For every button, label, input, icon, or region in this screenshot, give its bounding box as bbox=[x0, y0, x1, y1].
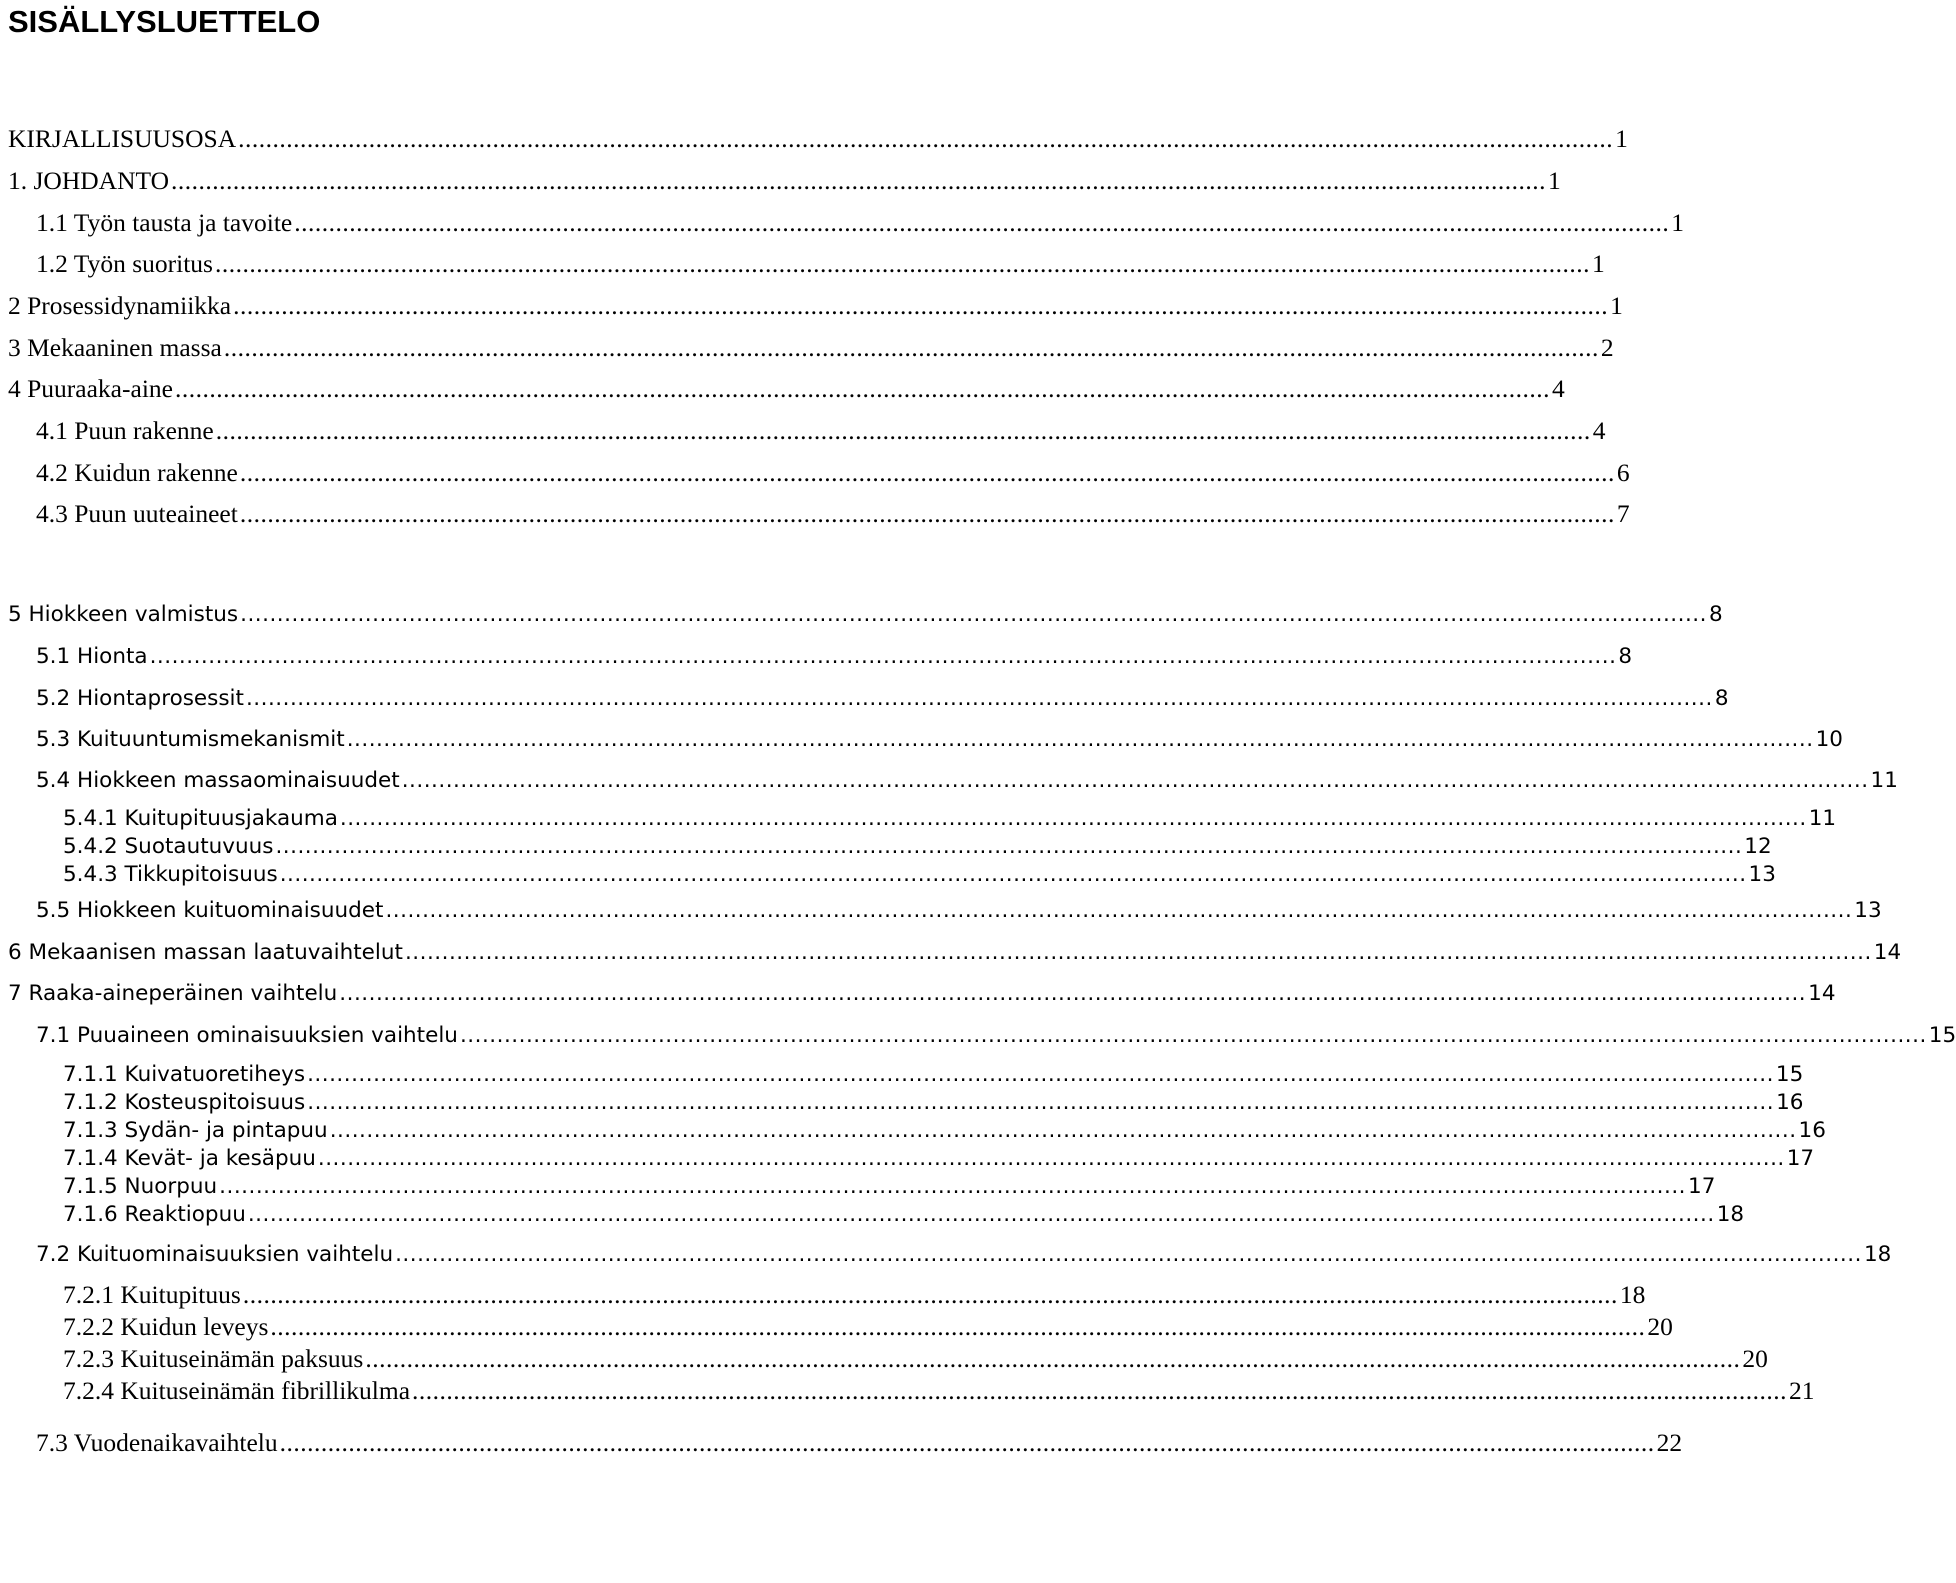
toc-page-number: 13 bbox=[1854, 898, 1882, 923]
toc-entry-label: 7.1.5 Nuorpuu bbox=[63, 1174, 218, 1199]
toc-dot-leader: ........................................................................................................................................................................................................ bbox=[233, 291, 1609, 320]
toc-entry[interactable] bbox=[0, 1202, 1745, 1238]
toc-entry-label: 5.3 Kuituuntumismekanismit bbox=[36, 727, 345, 752]
toc-page-number: 6 bbox=[1616, 458, 1630, 487]
toc-entry-label: 4.1 Puun rakenne bbox=[36, 416, 214, 445]
toc-entry-label: 7.1.2 Kosteuspitoisuus bbox=[63, 1090, 306, 1115]
toc-dot-leader: ........................................................................................................................................................................................................ bbox=[346, 727, 1814, 752]
toc-entry[interactable] bbox=[0, 499, 1630, 535]
toc-page-number: 11 bbox=[1870, 768, 1898, 793]
toc-dot-leader: ........................................................................................................................................................................................................ bbox=[239, 458, 1615, 487]
toc-entry-label: 3 Mekaaninen massa bbox=[8, 333, 222, 362]
toc-entry-label: 5.4.2 Suotautuvuus bbox=[63, 834, 274, 859]
toc-entry[interactable] bbox=[0, 1242, 1892, 1278]
toc-page-number: 22 bbox=[1656, 1428, 1683, 1457]
toc-dot-leader: ........................................................................................................................................................................................................ bbox=[270, 1312, 1646, 1341]
toc-entry-label: 7.1.6 Reaktiopuu bbox=[63, 1202, 246, 1227]
toc-entry[interactable] bbox=[0, 898, 1882, 934]
page-title: SISÄLLYSLUETTELO bbox=[8, 4, 321, 39]
toc-entry-label: 5.4.3 Tikkupitoisuus bbox=[63, 862, 278, 887]
toc-entry[interactable] bbox=[0, 1376, 1815, 1412]
toc-entry-label: 7.2.3 Kuituseinämän paksuus bbox=[63, 1344, 364, 1373]
toc-entry[interactable] bbox=[0, 333, 1614, 369]
toc-dot-leader: ........................................................................................................................................................................................................ bbox=[294, 208, 1670, 237]
toc-entry[interactable] bbox=[0, 291, 1623, 327]
toc-page-number: 7 bbox=[1616, 499, 1630, 528]
toc-page-number: 18 bbox=[1863, 1242, 1892, 1267]
toc-entry[interactable] bbox=[0, 1023, 1956, 1059]
toc-entry-label: 7.1.3 Sydän- ja pintapuu bbox=[63, 1118, 328, 1143]
toc-dot-leader: ........................................................................................................................................................................................................ bbox=[214, 249, 1590, 278]
toc-entry-label: 7.2.1 Kuitupituus bbox=[63, 1280, 241, 1309]
toc-page-number: 8 bbox=[1618, 644, 1633, 669]
toc-page-number: 17 bbox=[1688, 1174, 1716, 1199]
toc-page-number: 12 bbox=[1744, 834, 1772, 859]
toc-dot-leader: ........................................................................................................................................................................................................ bbox=[239, 499, 1615, 528]
toc-dot-leader: ........................................................................................................................................................................................................ bbox=[247, 1202, 1715, 1227]
toc-entry-label: 5.5 Hiokkeen kuituominaisuudet bbox=[36, 898, 384, 923]
toc-entry-label: 4 Puuraaka-aine bbox=[8, 374, 173, 403]
toc-dot-leader: ........................................................................................................................................................................................................ bbox=[242, 1280, 1618, 1309]
toc-page-number: 20 bbox=[1742, 1344, 1768, 1373]
toc-page-number: 20 bbox=[1647, 1312, 1673, 1341]
toc-dot-leader: ........................................................................................................................................................................................................ bbox=[401, 768, 1869, 793]
toc-page-number: 14 bbox=[1808, 981, 1836, 1006]
toc-dot-leader: ........................................................................................................................................................................................................ bbox=[279, 1428, 1655, 1457]
toc-entry[interactable] bbox=[0, 768, 1898, 804]
toc-page-number: 2 bbox=[1600, 333, 1614, 362]
toc-entry[interactable] bbox=[0, 249, 1605, 285]
toc-page-number: 10 bbox=[1815, 727, 1843, 752]
toc-entry-label: 7 Raaka-aineperäinen vaihtelu bbox=[8, 981, 338, 1006]
toc-dot-leader: ........................................................................................................................................................................................................ bbox=[339, 981, 1807, 1006]
toc-entry-label: 7.1 Puuaineen ominaisuuksien vaihtelu bbox=[36, 1023, 458, 1048]
toc-entry-label: 5.2 Hiontaprosessit bbox=[36, 686, 244, 711]
toc-page-number: 15 bbox=[1928, 1023, 1956, 1048]
toc-entry[interactable] bbox=[0, 1280, 1646, 1316]
toc-entry-label: 7.2.2 Kuidun leveys bbox=[63, 1312, 269, 1341]
toc-entry[interactable] bbox=[0, 374, 1565, 410]
toc-entry[interactable] bbox=[0, 1344, 1768, 1380]
toc-dot-leader: ........................................................................................................................................................................................................ bbox=[395, 1242, 1862, 1267]
toc-page-number: 1 bbox=[1615, 124, 1628, 153]
toc-dot-leader: ........................................................................................................................................................................................................ bbox=[404, 940, 1872, 965]
toc-page-number: 18 bbox=[1619, 1280, 1646, 1309]
toc-dot-leader: ........................................................................................................................................................................................................ bbox=[279, 862, 1747, 887]
toc-entry-label: 7.3 Vuodenaikavaihtelu bbox=[36, 1428, 278, 1457]
toc-dot-leader: ........................................................................................................................................................................................................ bbox=[238, 124, 1614, 153]
toc-entry-label: 4.3 Puun uuteaineet bbox=[36, 499, 238, 528]
toc-entry[interactable] bbox=[0, 458, 1630, 494]
toc-entry[interactable] bbox=[0, 981, 1836, 1017]
toc-entry-label: 4.2 Kuidun rakenne bbox=[36, 458, 238, 487]
toc-dot-leader: ........................................................................................................................................................................................................ bbox=[339, 806, 1807, 831]
toc-dot-leader: ........................................................................................................................................................................................................ bbox=[245, 686, 1713, 711]
toc-dot-leader: ........................................................................................................................................................................................................ bbox=[412, 1376, 1788, 1405]
toc-entry-label: 7.2 Kuituominaisuuksien vaihtelu bbox=[36, 1242, 394, 1267]
toc-page-number: 1 bbox=[1591, 249, 1605, 278]
toc-dot-leader: ........................................................................................................................................................................................................ bbox=[171, 166, 1547, 195]
toc-entry-label: 5.1 Hionta bbox=[36, 644, 148, 669]
toc-dot-leader: ........................................................................................................................................................................................................ bbox=[459, 1023, 1927, 1048]
toc-entry-label: 7.1.1 Kuivatuoretiheys bbox=[63, 1062, 306, 1087]
toc-page-number: 8 bbox=[1714, 686, 1729, 711]
toc-entry[interactable] bbox=[0, 124, 1628, 160]
toc-page-number: 14 bbox=[1873, 940, 1902, 965]
toc-dot-leader: ........................................................................................................................................................................................................ bbox=[215, 416, 1591, 445]
toc-entry-label: 5.4.1 Kuitupituusjakauma bbox=[63, 806, 338, 831]
toc-dot-leader: ........................................................................................................................................................................................................ bbox=[385, 898, 1853, 923]
toc-entry[interactable] bbox=[0, 940, 1902, 976]
toc-dot-leader: ........................................................................................................................................................................................................ bbox=[219, 1174, 1687, 1199]
toc-page-number: 4 bbox=[1592, 416, 1606, 445]
toc-entry[interactable] bbox=[0, 686, 1729, 722]
toc-dot-leader: ........................................................................................................................................................................................................ bbox=[174, 374, 1550, 403]
toc-dot-leader: ........................................................................................................................................................................................................ bbox=[365, 1344, 1741, 1373]
toc-page-number: 1 bbox=[1671, 208, 1684, 237]
toc-entry[interactable] bbox=[0, 644, 1633, 680]
toc-page-number: 15 bbox=[1775, 1062, 1804, 1087]
toc-entry[interactable] bbox=[0, 1312, 1673, 1348]
toc-entry-label: KIRJALLISUUSOSA bbox=[8, 124, 237, 153]
toc-page-number: 13 bbox=[1748, 862, 1776, 887]
toc-entry[interactable] bbox=[0, 862, 1776, 898]
toc-page-number: 8 bbox=[1708, 602, 1723, 627]
toc-dot-leader: ........................................................................................................................................................................................................ bbox=[329, 1118, 1797, 1143]
toc-entry-label: 7.2.4 Kuituseinämän fibrillikulma bbox=[63, 1376, 411, 1405]
toc-entry-label: 5 Hiokkeen valmistus bbox=[8, 602, 239, 627]
toc-page-number: 11 bbox=[1808, 806, 1837, 831]
toc-entry-label: 6 Mekaanisen massan laatuvaihtelut bbox=[8, 940, 403, 965]
toc-dot-leader: ........................................................................................................................................................................................................ bbox=[307, 1062, 1774, 1087]
toc-dot-leader: ........................................................................................................................................................................................................ bbox=[223, 333, 1599, 362]
toc-dot-leader: ........................................................................................................................................................................................................ bbox=[240, 602, 1707, 627]
toc-dot-leader: ........................................................................................................................................................................................................ bbox=[149, 644, 1617, 669]
toc-entry[interactable] bbox=[0, 208, 1684, 244]
toc-entry-label: 5.4 Hiokkeen massaominaisuudet bbox=[36, 768, 400, 793]
toc-page-number: 16 bbox=[1798, 1118, 1826, 1143]
toc-entry-label: 1.1 Työn tausta ja tavoite bbox=[36, 208, 293, 237]
toc-entry[interactable] bbox=[0, 727, 1843, 763]
toc-entry-label: 7.1.4 Kevät- ja kesäpuu bbox=[63, 1146, 316, 1171]
toc-entry[interactable] bbox=[0, 602, 1723, 638]
toc-entry[interactable] bbox=[0, 1428, 1683, 1464]
toc-page-number: 17 bbox=[1786, 1146, 1815, 1171]
toc-page-number: 16 bbox=[1776, 1090, 1804, 1115]
toc-dot-leader: ........................................................................................................................................................................................................ bbox=[317, 1146, 1785, 1171]
toc-page-number: 18 bbox=[1716, 1202, 1745, 1227]
toc-entry[interactable] bbox=[0, 416, 1606, 452]
toc-entry[interactable] bbox=[0, 166, 1561, 202]
toc-page-number: 1 bbox=[1548, 166, 1561, 195]
toc-page-number: 1 bbox=[1610, 291, 1623, 320]
toc-page-number: 21 bbox=[1789, 1376, 1815, 1405]
toc-entry-label: 1.2 Työn suoritus bbox=[36, 249, 213, 278]
toc-dot-leader: ........................................................................................................................................................................................................ bbox=[307, 1090, 1775, 1115]
toc-entry-label: 1. JOHDANTO bbox=[8, 166, 170, 195]
toc-page-number: 4 bbox=[1551, 374, 1565, 403]
toc-dot-leader: ........................................................................................................................................................................................................ bbox=[275, 834, 1743, 859]
toc-entry-label: 2 Prosessidynamiikka bbox=[8, 291, 232, 320]
